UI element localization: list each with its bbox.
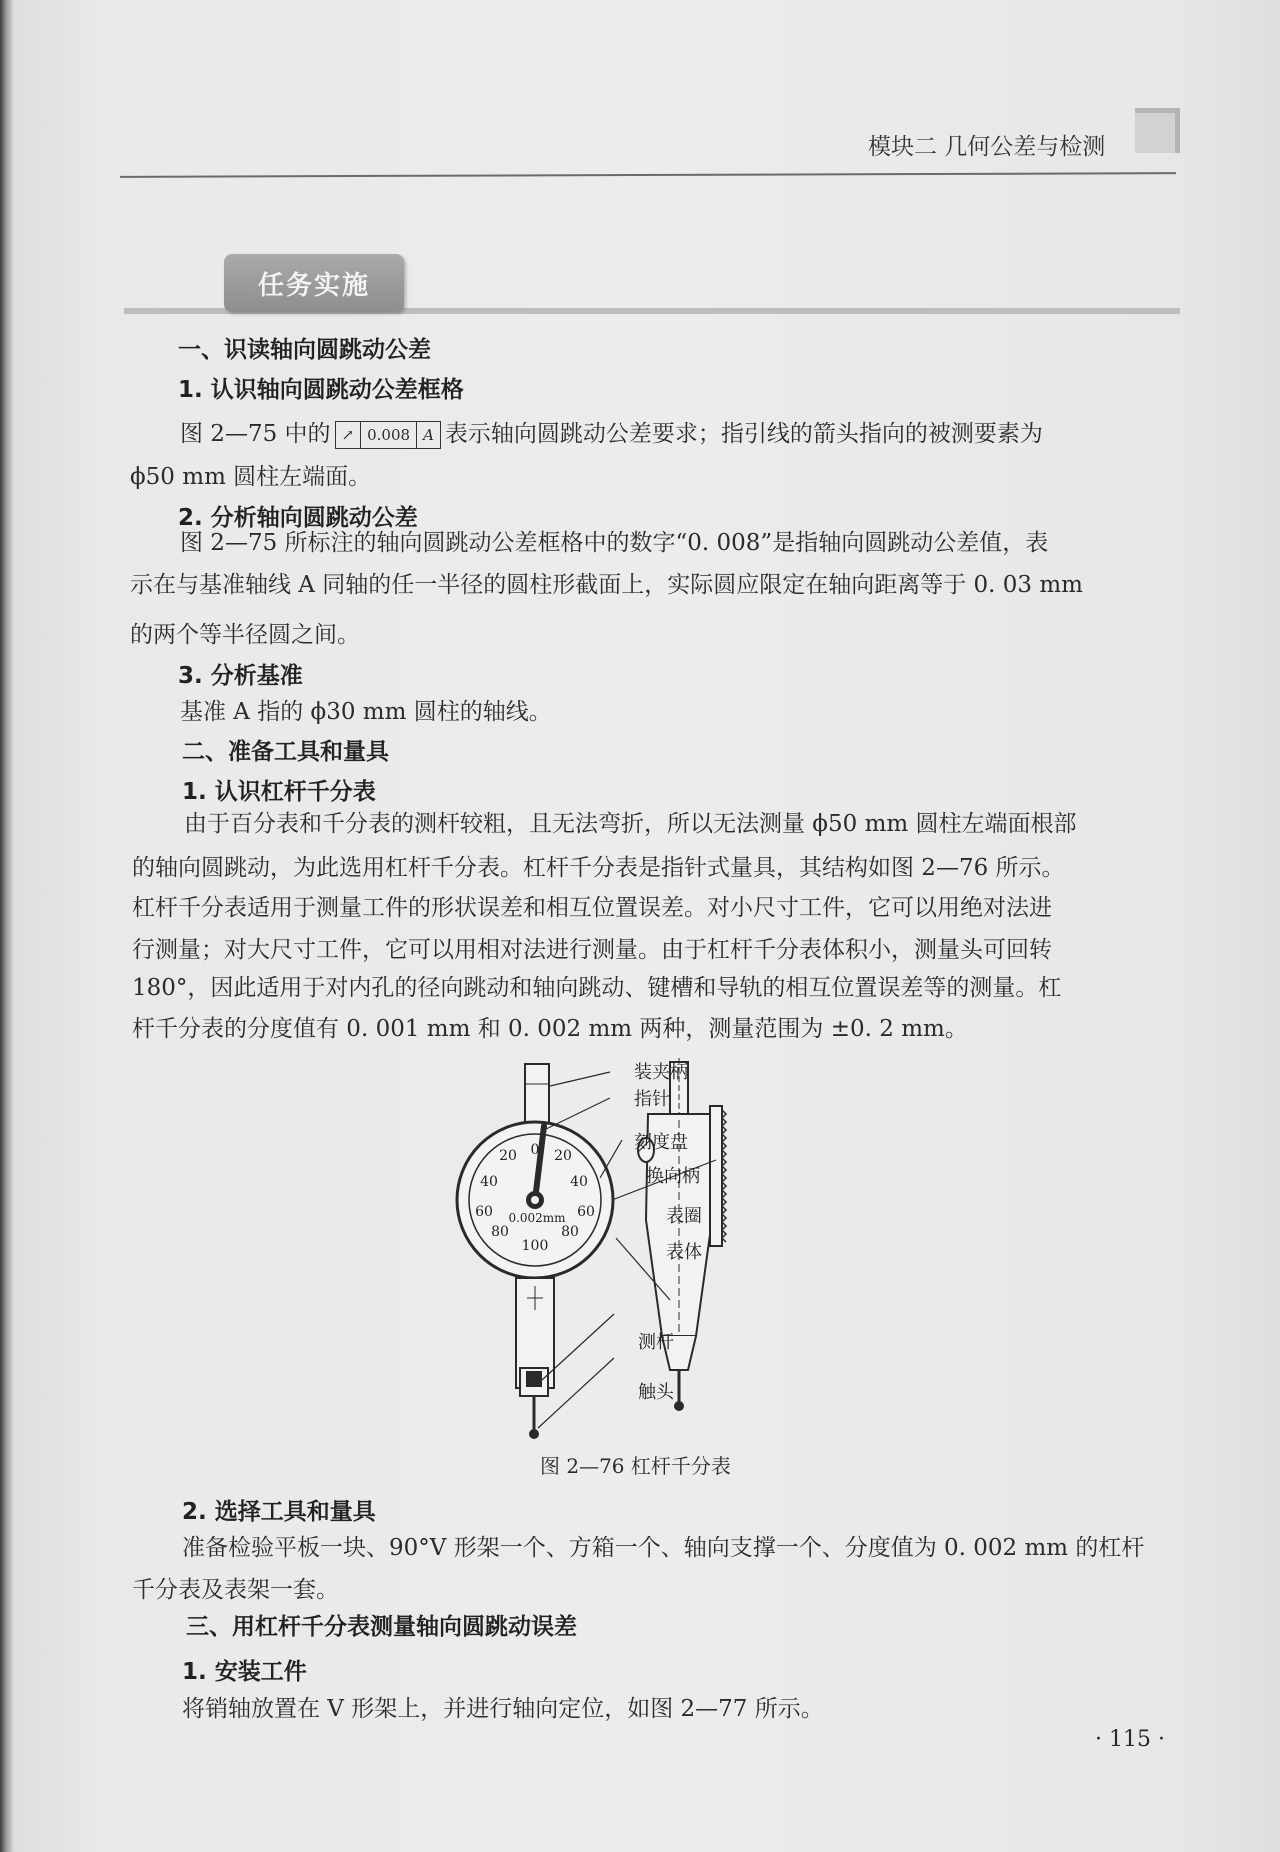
p1-after: 表示轴向圆跳动公差要求；指引线的箭头指向的被测要素为 [444,421,1043,447]
section-heading-3: 三、用杠杆千分表测量轴向圆跳动误差 [186,1614,577,1640]
paragraph-2-1-line3: 杠杆千分表适用于测量工件的形状误差和相互位置误差。对小尺寸工件，它可以用绝对法进 [132,895,1052,921]
page-number: · 115 · [1095,1727,1165,1752]
paragraph-3-1: 将销轴放置在 V 形架上，并进行轴向定位，如图 2—77 所示。 [182,1696,824,1722]
paragraph-1-3: 基准 A 指的 ϕ30 mm 圆柱的轴线。 [180,699,552,725]
label-body: 表体 [666,1242,702,1263]
paragraph-2-1-line6: 杆千分表的分度值有 0. 001 mm 和 0. 002 mm 两种，测量范围为 ±0. 2 mm。 [132,1016,968,1042]
dial-numeral-80-left: 80 [491,1224,509,1240]
paragraph-1-2-line3: 的两个等半径圆之间。 [130,622,360,648]
label-dial: 刻度盘 [634,1132,688,1153]
dial-numeral-60-right: 60 [577,1204,595,1220]
dial-numeral-60-left: 60 [475,1204,493,1220]
dial-numeral-0: 0 [530,1142,540,1158]
label-clamp-handle: 装夹柄 [634,1062,688,1083]
clamp-handle-shape [525,1064,549,1124]
dial-numeral-100: 100 [521,1238,549,1254]
subheading-3-1: 1. 安装工件 [182,1659,307,1685]
label-reverse-handle: 换向柄 [646,1166,700,1187]
section-heading-1: 一、识读轴向圆跳动公差 [178,337,431,363]
contact-shape [530,1430,538,1438]
paragraph-1-1-line1 [180,419,1043,449]
paragraph-2-1-line4: 行测量；对大尺寸工件，它可以用相对法进行测量。由于杠杆千分表体积小，测量头可回转 [132,937,1052,963]
paragraph-1-1-line2: ϕ50 mm 圆柱左端面。 [130,464,372,490]
paragraph-1-2-line1: 图 2—75 所标注的轴向圆跳动公差框格中的数字“0. 008”是指轴向圆跳动公差值，表 [180,530,1049,556]
figure-lever-dial-indicator [440,1050,880,1450]
page-edge-shadow [0,0,14,1852]
label-bezel: 表圈 [666,1206,702,1227]
paragraph-2-1-line2: 的轴向圆跳动，为此选用杠杆千分表。杠杆千分表是指针式量具，其结构如图 2—76 所示。 [132,855,1065,881]
figure-caption: 图 2—76 杠杆千分表 [540,1454,731,1478]
tolerance-value: 0.008 [361,422,417,448]
paragraph-1-2-line2: 示在与基准轴线 A 同轴的任一半径的圆柱形截面上，实际圆应限定在轴向距离等于 0. 03 mm [130,572,1083,598]
header-rule [120,172,1176,178]
paragraph-2-1-line5: 180°，因此适用于对内孔的径向跳动和轴向跳动、键槽和导轨的相互位置误差等的测量。杠 [132,975,1062,1001]
p1-before: 图 2—75 中的 [180,421,331,447]
dial-numeral-80-right: 80 [561,1224,579,1240]
subheading-1-2: 2. 分析轴向圆跳动公差 [178,505,418,531]
datum-letter: A [423,426,434,444]
header-corner-mark [1135,108,1180,153]
label-stem: 测杆 [638,1332,674,1353]
section-banner: 任务实施 [224,254,404,312]
dial-numeral-20-right: 20 [554,1148,572,1164]
subheading-2-1: 1. 认识杠杆千分表 [182,779,376,805]
runout-symbol-icon: ↗ [336,422,362,448]
dial-numeral-40-left: 40 [480,1174,498,1190]
tolerance-frame [335,421,441,449]
running-header: 模块二 几何公差与检测 [868,134,1106,160]
subheading-1-3: 3. 分析基准 [178,663,303,689]
dial-numeral-40-right: 40 [570,1174,588,1190]
label-contact: 触头 [638,1382,674,1403]
label-pointer: 指针 [634,1089,670,1110]
paragraph-2-2-line1: 准备检验平板一块、90°V 形架一个、方箱一个、轴向支撑一个、分度值为 0. 002 mm 的杠杆 [182,1535,1145,1561]
subheading-2-2: 2. 选择工具和量具 [182,1499,376,1525]
subheading-1-1: 1. 认识轴向圆跳动公差框格 [178,377,464,403]
section-heading-2: 二、准备工具和量具 [182,739,389,765]
dial-numeral-20-left: 20 [499,1148,517,1164]
paragraph-2-1-line1: 由于百分表和千分表的测杆较粗，且无法弯折，所以无法测量 ϕ50 mm 圆柱左端面根部 [184,811,1077,837]
dial-unit-label: 0.002mm [508,1211,566,1225]
paragraph-2-2-line2: 千分表及表架一套。 [132,1577,339,1603]
